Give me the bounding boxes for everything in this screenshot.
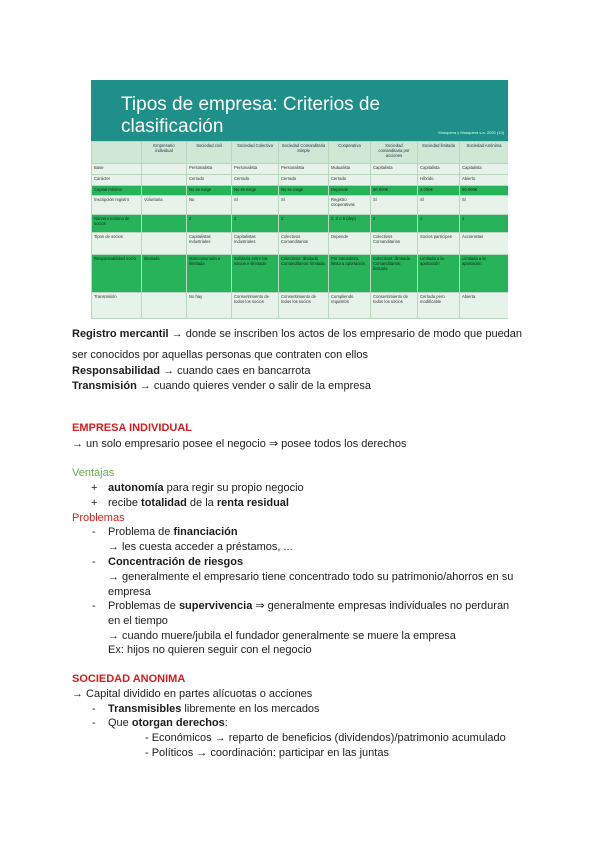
table-row-label: Responsabilidad socio [92,255,142,293]
table-row-label: Tipos de socios [92,233,142,255]
table-cell: Mutualista [329,164,371,175]
table-cell: Sí [460,196,509,214]
table-cell: Voluntaria [142,196,187,214]
table-cell: Consentimiento de todos los socios [279,292,329,318]
table-cell: Sí [371,196,418,214]
table-cell: Colectivos Comanditarios [371,233,418,255]
table-cell: Personalista [232,164,279,175]
table-cell: No [187,196,232,214]
table-cell: Registro cooperativas [329,196,371,214]
problema-supervivencia-bold: supervivencia [178,600,253,612]
anonima-transmisibles-bold: Transmisibles [108,703,182,715]
table-row [92,214,509,232]
table-cell: Personalista [187,164,232,175]
table-cell: Por naturaleza, limita a aportación [329,255,371,293]
transmision-term: Transmisión [72,380,137,392]
table-cell: Solidaria entre los socios e ilimitada [232,255,279,293]
anonima-intro: → Capital dividido en partes alícuotas o acciones [72,688,313,700]
table-header-cell: Sociedad Comanditaria Simple [279,142,329,164]
table-cell: No se exige [279,185,329,196]
table-cell: No se exige [187,185,232,196]
table-cell: Sí [418,196,460,214]
individual-intro: → un solo empresario posee el negocio ⇒ posee todos los derechos [72,438,407,450]
table-cell: Consentimiento de todos los socios [232,292,279,318]
dash-bullet: - [92,717,96,729]
responsabilidad-text: → cuando caes en bancarrota [160,365,311,377]
ventaja-autonomia [108,481,304,495]
table-cell [371,174,418,185]
ventaja-autonomia-text: para regir su propio negocio [163,482,304,494]
table-cell: Depende [329,185,371,196]
table-cell: Colectivos: ilimitada Comanditarios: limitada [371,255,418,293]
anonima-derechos-text: Que [108,717,132,729]
problema-supervivencia-detail: → cuando muere/jubila el fundador generalmente se muere la empresa [108,630,456,642]
table-cell: No hay [187,292,232,318]
problema-concentracion-detail-cont: empresa [108,586,151,598]
problema-concentracion-detail: → generalmente el empresario tiene concentrado todo su patrimonio/ahorros en su [108,571,514,583]
problema-concentracion-bold: Concentración de riesgos [108,556,244,568]
problema-financiacion-detail: → les cuesta acceder a préstamos, ... [108,541,293,553]
problema-supervivencia-text: ⇒ generalmente empresas individuales no perduran [252,600,510,612]
table-cell: 2, 3 o 5 (dep) [329,214,371,232]
table-row [92,185,509,196]
ventaja-renta-bold: renta residual [216,497,289,509]
table-cell: Personalista [279,164,329,175]
table-row [92,196,509,214]
table-cell: Depende [329,233,371,255]
transmision-definition [72,379,371,393]
table-cell: 60.000€ [460,185,509,196]
table-cell: Colectivos: ilimitada Comanditarios: limitada [279,255,329,293]
table-cell [142,185,187,196]
table-cell: Ilimitada [142,255,187,293]
table-cell: Cerrado [187,174,232,185]
table-row [92,164,509,175]
table-cell: 60.000€ [371,185,418,196]
table-cell: 2 [232,214,279,232]
table-header-cell: Sociedad Colectiva [232,142,279,164]
table-header-cell [92,142,142,164]
problema-supervivencia-example: Ex: hijos no quieren seguir con el negocio [108,644,312,656]
anonima-derechos-text: : [224,717,228,729]
table-cell: Capitalista [371,164,418,175]
dash-bullet: - [92,600,96,612]
table-row-label: Base [92,164,142,175]
table-cell: Abierto [460,174,509,185]
table-cell: Cerrado [279,174,329,185]
table-cell [142,214,187,232]
problemas-heading: Problemas [72,512,125,524]
table-row-label: Número mínimo de socios [92,214,142,232]
responsabilidad-definition [72,364,310,378]
table-row-label: Inscripción registro [92,196,142,214]
table-cell: Colectivos Comanditarios [279,233,329,255]
table-cell: Cerrada pero modificable [418,292,460,318]
anonima-derechos-economicos: - Económicos → reparto de beneficios (dividendos)/patrimonio acumulado [145,732,506,744]
table-cell: 2 [279,214,329,232]
criteria-table [91,141,508,319]
table-cell: Cerrado [329,174,371,185]
table-cell: Consentimiento de todos los socios [371,292,418,318]
table-cell: Sí [232,196,279,214]
registro-definition-cont: ser conocidos por aquellas personas que contraten con ellos [72,349,368,361]
problema-concentracion [108,555,243,569]
table-row [92,233,509,255]
problema-supervivencia [108,599,509,613]
transmision-text: → cuando quieres vender o salir de la empresa [136,380,371,392]
slide-source: Mosquera y Mosquera s.a. 2020 (10) [438,130,504,135]
responsabilidad-term: Responsabilidad [72,365,161,377]
table-row [92,255,509,293]
table-cell: Limitada a la aportación [418,255,460,293]
table-row [92,174,509,185]
table-cell: Cerrado [232,174,279,185]
dash-bullet: - [92,703,96,715]
table-cell: 3.000€ [418,185,460,196]
anonima-derechos-politicos: - Políticos → coordinación: participar en las juntas [145,747,389,759]
table-cell: No se exige [232,185,279,196]
table-cell: Accionistas [460,233,509,255]
table-cell: 2 [187,214,232,232]
problema-financiacion-text: Problema de [108,526,174,538]
table-row-label: Transmisión [92,292,142,318]
plus-bullet: + [91,497,98,509]
ventaja-renta-text: recibe [108,497,142,509]
table-cell: Capitalista [418,164,460,175]
table-cell: Capitalista [460,164,509,175]
table-cell: 1 [460,214,509,232]
registro-text: → donde se inscriben los actos de los empresario de modo que puedan [168,328,523,340]
anonima-transmisibles-text: libremente en los mercados [181,703,320,715]
table-cell: 2 [371,214,418,232]
table-header-cell: Sociedad Anónima [460,142,509,164]
ventaja-renta [108,496,289,510]
anonima-derechos-bold: otorgan derechos [131,717,225,729]
plus-bullet: + [91,482,98,494]
table-cell: Híbrido [418,174,460,185]
dash-bullet: - [92,556,96,568]
ventaja-renta-text: de la [186,497,217,509]
table-header-cell: Empresario individual [142,142,187,164]
table-cell [142,174,187,185]
ventajas-heading: Ventajas [72,467,115,479]
table-cell: Abierta [460,292,509,318]
table-cell: Socios partícipes [418,233,460,255]
table-cell: Sí [279,196,329,214]
problema-supervivencia-text: Problemas de [108,600,179,612]
table-cell: Mancomunada e Ilimitada [187,255,232,293]
slide-image [91,80,508,319]
registro-definition [72,327,522,341]
slide-title: Tipos de empresa: Criterios de clasificación [121,94,381,137]
registro-term: Registro mercantil [72,328,169,340]
table-row-label: Carácter [92,174,142,185]
table-cell: Capitalistas Industriales [232,233,279,255]
table-row [92,292,509,318]
table-cell: Capitalistas Industriales [187,233,232,255]
table-cell: Cumpliendo requisitos [329,292,371,318]
problema-supervivencia-cont: en el tiempo [108,615,168,627]
table-header-row [92,142,509,164]
individual-heading: EMPRESA INDIVIDUAL [72,422,192,434]
table-header-cell: Cooperativa [329,142,371,164]
ventaja-autonomia-bold: autonomía [108,482,164,494]
problema-financiacion [108,525,238,539]
anonima-heading: SOCIEDAD ANONIMA [72,673,186,685]
table-header-cell: Sociedad civil [187,142,232,164]
table-cell [142,233,187,255]
table-row-label: Capital mínimo [92,185,142,196]
table-header-cell: Sociedad limitada [418,142,460,164]
anonima-transmisibles [108,702,320,716]
table-cell: 1 [418,214,460,232]
table-cell [142,164,187,175]
table-header-cell: Sociedad comanditaria por acciones [371,142,418,164]
table-cell: Limitada a la aportación [460,255,509,293]
dash-bullet: - [92,526,96,538]
table-cell [142,292,187,318]
anonima-derechos [108,716,228,730]
ventaja-totalidad-bold: totalidad [141,497,187,509]
problema-financiacion-bold: financiación [173,526,238,538]
